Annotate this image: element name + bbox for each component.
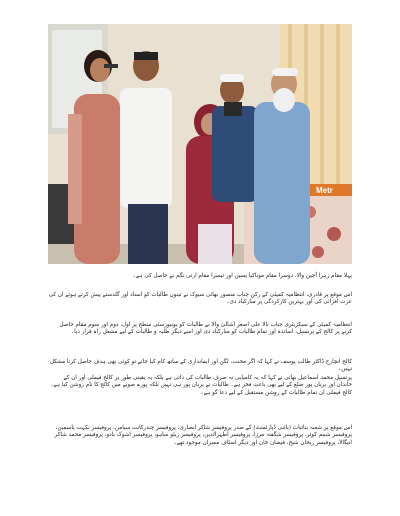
paragraph-winners: پہلا مقام زہرا آجین والا، دوسرا مقام موناکیا یسین اور تیسرا مقام ارتی نگم نے حاصل کی ہے۔	[132, 273, 352, 279]
paragraph-principal-remarks: پرنسپل محمد اسماعیل بھائی نے کہا کہ یہ کامیابی نہ صرف طالبات کی ذاتی ہے بلکہ یہ یقینی طور پر کالج فیملی اور ان کے خاندان اور بربان پور ضلع کے لیے بھی باعثِ فخر ہے۔ طالبات نے بربان پور ہی نہیں بلکہ پورے صوبے میں کالج کا نام روشن کیا ہے۔ کالج فیملی ان تمام طالبات کے روشن مستقبل کے لیے دعا گو ہے۔	[50, 375, 352, 396]
paragraph-felicitation: اس موقع پر قادری، انتظامیہ کمیٹی کے رکن جناب منصور بھائی سیوک نے تینوں طالبات کو اسناد اور گلدستے پیش کرتے ہوئے ان کی عزت افزائی کی اور بہترین کارکردگی پر مبارکباد دی۔	[48, 292, 352, 306]
paragraph-incharge-remarks: کالج انچارج ڈاکٹر طالب یوسف نے کہا کہ اگر محنت، لگن اور ایمانداری کے ساتھ کام کیا جائے تو کوئی بھی ہدف حاصل کرنا مشکل نہیں۔	[49, 359, 352, 373]
paragraph-attendees: اس موقع پر شعبہ بنائنات (باٹنی ڈپارٹمنٹ) کے صدر پروفیسر شاکر انصاری، پروفیسر چندرکانت سیامن، پروفیسر نکہت یاسمین، پروفیسر شبنم کوثر، پروفیسر شگفتہ مرزا، پروفیسر اطہرالدین، پروفیسر ریٹو ساہو، پروفیسر اشوک یادو، پروفیسر محمد شاکر انیگالا، پروفیسر ریحان شیخ، فیضان خان اور دیگر اسٹاف ممبران موجود تھے۔	[54, 425, 352, 446]
paragraph-secretary-remarks: انتظامیہ کمیٹی کے سیکریٹری جناب نالا علی اصغر اشالیٰ والا نے طالبات کو یونیورسٹی سطح پر اول، دوم اور سوم مقام حاصل کرنے پر کالج کے پرنسپل، اساتذہ اور تمام طالبات کو مبارکباد دی اور اسے دیگر طلبہ و طالبات کے لیے مشعلِ راہ قرار دیا۔	[59, 322, 352, 336]
banner-text: Metr	[316, 186, 333, 195]
event-photo	[48, 24, 352, 264]
award-ceremony-photo	[48, 24, 352, 264]
